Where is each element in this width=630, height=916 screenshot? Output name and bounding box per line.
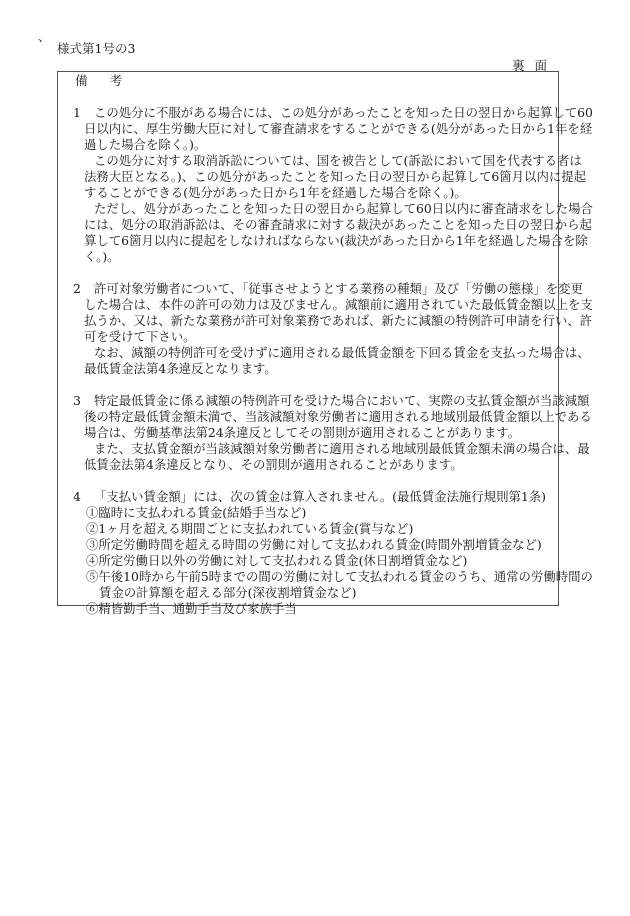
- note-text: この処分に不服がある場合には、この処分があったことを知った日の翌日から起算して60: [94, 105, 593, 120]
- note-text: ⑥精皆勤手当、通勤手当及び家族手当: [86, 601, 297, 616]
- note-item-2: [58, 281, 583, 297]
- note-line: [58, 185, 558, 201]
- note-text: ②1ヶ月を超える期間ごとに支払われている賃金(賞与など): [86, 521, 414, 536]
- note-text: 許可対象労働者について、「従事させようとする業務の種類」及び「労働の態様」を変更: [94, 281, 583, 296]
- note-text: また、支払賃金額が当該減額対象労働者に適用される地域別最低賃金額未満の場合は、最: [94, 441, 590, 456]
- note-text: には、処分の取消訴訟は、その審査請求に対する裁決があったことを知った日の翌日から起: [84, 217, 592, 232]
- note-line: [58, 505, 558, 521]
- note-item-4: [58, 489, 558, 505]
- note-line: [58, 601, 558, 617]
- note-line: [58, 521, 558, 537]
- note-line: [58, 137, 558, 153]
- note-number: 3: [73, 393, 81, 408]
- note-line: [58, 329, 558, 345]
- remarks-body: [58, 105, 593, 617]
- note-text: 最低賃金法第4条違反となります。: [84, 361, 277, 376]
- note-line: [58, 297, 593, 313]
- note-text: ④所定労働日以外の労働に対して支払われる賃金(休日割増賃金など): [86, 553, 468, 568]
- note-text: 後の特定最低賃金額未満で、当該減額対象労働者に適用される地域別最低賃金額以上である: [84, 409, 592, 424]
- note-text: 法務大臣となる。)、この処分があったことを知った日の翌日から起算して6箇月以内に提起: [84, 169, 587, 184]
- note-line: [58, 233, 588, 249]
- note-line: [58, 201, 593, 217]
- note-line: [58, 553, 558, 569]
- note-text: 払うか、又は、新たな業務が許可対象業務であれば、新たに減額の特例許可申請を行い、許: [84, 313, 593, 328]
- note-line: [58, 585, 558, 601]
- note-text: この処分に対する取消訴訟については、国を被告として(訴訟において国を代表する者は: [94, 153, 582, 168]
- spacer: [58, 265, 558, 281]
- remarks-title: 備考: [75, 73, 145, 88]
- note-text: ①臨時に支払われる賃金(結婚手当など): [86, 505, 307, 520]
- note-text: なお、減額の特例許可を受けずに適用される最低賃金額を下回る賃金を支払った場合は、: [94, 345, 590, 360]
- note-text: ただし、処分があったことを知った日の翌日から起算して60日以内に審査請求をした場合: [94, 201, 593, 216]
- note-text: 過した場合を除く。)。: [84, 137, 207, 152]
- form-number: 様式第1号の3: [57, 41, 136, 56]
- note-text: 日以内に、厚生労働大臣に対して審査請求をすることができる(処分があった日から1年を経: [84, 121, 593, 136]
- spacer: [58, 377, 558, 393]
- note-line: [58, 569, 593, 585]
- note-number: 2: [73, 281, 81, 296]
- note-item-3: [58, 393, 590, 409]
- note-number: 4: [73, 489, 81, 504]
- note-text: ③所定労働時間を超える時間の労働に対して支払われる賃金(時間外割増賃金など): [86, 537, 542, 552]
- note-line: [58, 409, 592, 425]
- note-text: ⑤午後10時から午前5時までの間の労働に対して支払われる賃金のうち、通常の労働時間の: [86, 569, 593, 584]
- note-text: した場合は、本件の許可の効力は及びません。減額前に適用されていた最低賃金額以上を支: [84, 297, 593, 312]
- note-line: [58, 361, 558, 377]
- note-item-1: [58, 105, 593, 121]
- side-label: 裏面: [512, 58, 558, 73]
- note-text: 場合は、労働基準法第24条違反としてその罰則が適用されることがあります。: [84, 425, 521, 440]
- note-line: [58, 313, 593, 329]
- note-line: [58, 169, 587, 185]
- note-line: [58, 249, 558, 265]
- note-text: 算して6箇月以内に提起をしなければならない(裁決があった日から1年を経過した場合を除: [84, 233, 588, 248]
- spacer: [58, 473, 558, 489]
- note-text: 「支払い賃金額」には、次の賃金は算入されません。(最低賃金法施行規則第1条): [94, 489, 546, 504]
- note-line: [58, 153, 582, 169]
- note-text: 可を受けて下さい。: [84, 329, 196, 344]
- note-line: [58, 217, 592, 233]
- note-text: することができる(処分があった日から1年を経過した場合を除く。)。: [84, 185, 467, 200]
- note-text: 特定最低賃金に係る減額の特例許可を受けた場合において、実際の支払賃金額が当該減額: [94, 393, 590, 408]
- note-line: [58, 425, 558, 441]
- note-line: [58, 441, 590, 457]
- note-line: [58, 537, 558, 553]
- note-text: 賃金の計算額を超える部分(深夜割増賃金など): [99, 585, 357, 600]
- note-line: [58, 121, 593, 137]
- note-text: 低賃金法第4条違反となり、その罰則が適用されることがあります。: [84, 457, 463, 472]
- note-number: 1: [73, 105, 81, 120]
- stray-mark: 、: [38, 30, 51, 44]
- note-line: [58, 457, 558, 473]
- note-text: く。)。: [84, 249, 120, 264]
- remarks-box: [57, 71, 593, 616]
- note-line: [58, 345, 590, 361]
